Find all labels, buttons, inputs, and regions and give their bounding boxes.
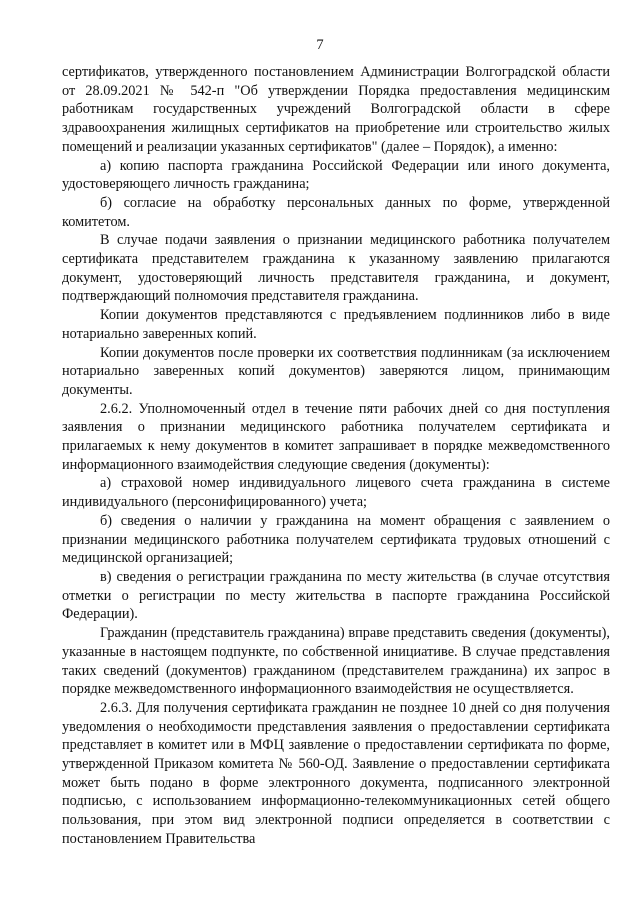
paragraph-4: В случае подачи заявления о признании медицинского работника получателем сертификата представителем гражданина к указанному заявлению прилагаются документ, удостоверяющий личность представителя гражданина, и документ, подтверждающий полномочия представителя гражданина. [62, 232, 610, 305]
page-number: 7 [316, 37, 324, 53]
paragraph-1: сертификатов, утвержденного постановлением Администрации Волгоградской области от 28.09.2021 № 542-п "Об утверждении Порядка предоставления медицинским работникам государственных учреждений Волгоградской области в сфере здравоохранения жилищных сертификатов на приобретение или строительство жилых помещений и реализации указанных сертификатов" (далее – Порядок), а именно: [62, 64, 610, 155]
paragraph-11: Гражданин (представитель гражданина) вправе представить сведения (документы), указанные в настоящем подпункте, по собственной инициативе. В случае представления таких сведений (документов) гражданином (представителем гражданина) их запрос в порядке межведомственного информационного взаимодействия не осуществляется. [62, 625, 610, 698]
paragraph-10: в) сведения о регистрации гражданина по месту жительства (в случае отсутствия отметки о регистрации по месту жительства в паспорте гражданина Российской Федерации). [62, 568, 610, 623]
document-body [62, 63, 610, 849]
paragraph-7: 2.6.2. Уполномоченный отдел в течение пяти рабочих дней со дня поступления заявления о признании медицинского работника получателем сертификата и прилагаемых к нему документов в комитет запрашивает в порядке межведомственного информационного взаимодействия следующие сведения (документы): [62, 400, 610, 473]
paragraph-8: а) страховой номер индивидуального лицевого счета гражданина в системе индивидуального (персонифицированного) учета; [62, 475, 610, 511]
paragraph-12: 2.6.3. Для получения сертификата гражданин не позднее 10 дней со дня получения уведомления о необходимости представления заявления о предоставлении сертификата представляет в комитет или в МФЦ заявление о предоставлении сертификата по форме, утвержденной Приказом комитета № 560-ОД. Заявление о предоставлении сертификата может быть подано в форме электронного документа, подписанного электронной подписью, с использованием информационно-телекоммуникационных сетей общего пользования, при этом вид электронной подписи определяется в соответствии с постановлением Правительства [62, 699, 610, 847]
paragraph-9: б) сведения о наличии у гражданина на момент обращения с заявлением о признании медицинского работника получателем сертификата трудовых отношений с медицинской организацией; [62, 512, 610, 567]
paragraph-6: Копии документов после проверки их соответствия подлинникам (за исключением нотариально заверенных копий документов) заверяются лицом, принимающим документы. [62, 344, 610, 398]
paragraph-5: Копии документов представляются с предъявлением подлинников либо в виде нотариально заверенных копий. [62, 307, 610, 342]
paragraph-2: а) копию паспорта гражданина Российской Федерации или иного документа, удостоверяющего личность гражданина; [62, 157, 610, 193]
paragraph-3: б) согласие на обработку персональных данных по форме, утвержденной комитетом. [62, 194, 610, 230]
